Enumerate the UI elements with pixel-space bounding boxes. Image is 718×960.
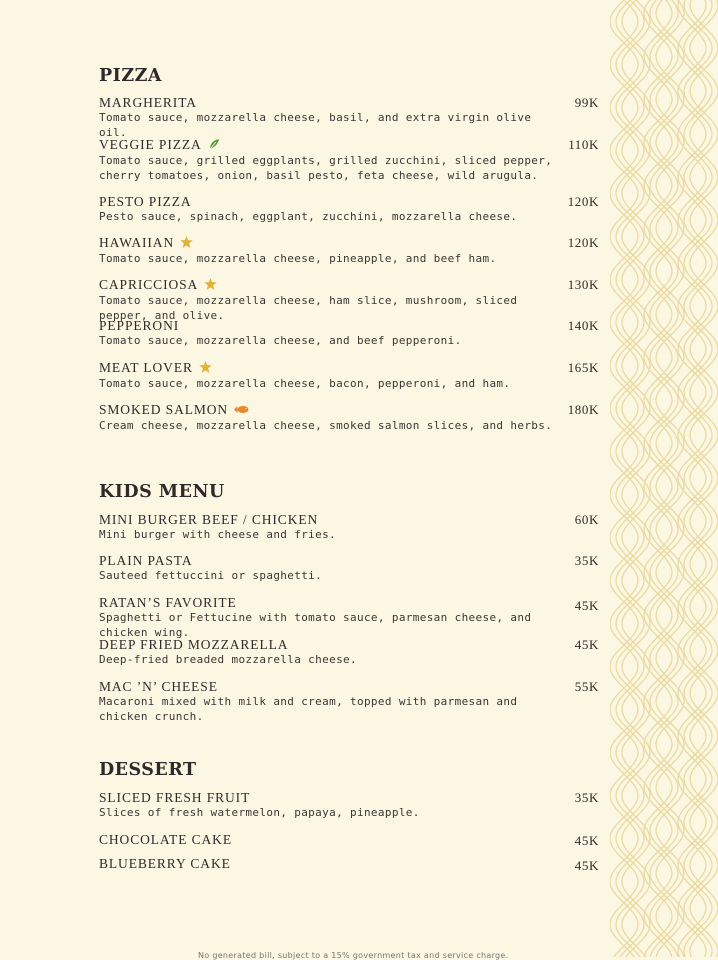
menu-item-blueberry-cake [99,856,599,871]
menu-item-mini-burger [99,512,599,542]
item-name: CHOCOLATE CAKE [99,832,232,847]
decorative-wave-pattern [610,0,718,957]
star-icon [199,361,212,376]
item-name: BLUEBERRY CAKE [99,856,231,871]
item-description: Cream cheese, mozzarella cheese, smoked salmon slices, and herbs. [99,419,553,432]
item-name: PEPPERONI [99,318,180,333]
fish-icon [234,403,249,418]
tax-footnote: No generated bill, subject to a 15% government tax and service charge. [198,951,509,960]
item-description: Sauteed fettuccini or spaghetti. [99,569,323,582]
item-name: CAPRICCIOSA [99,277,199,292]
item-price: 45K [574,833,599,848]
item-description: Deep-fried breaded mozzarella cheese. [99,653,357,666]
item-price: 130K [567,277,599,292]
item-description: Mini burger with cheese and fries. [99,528,337,541]
menu-item-chocolate-cake [99,832,599,847]
item-price: 180K [567,402,599,417]
menu-item-pepperoni [99,318,599,348]
item-price: 35K [574,553,599,568]
menu-item-margherita [99,95,599,140]
item-name: RATAN’S FAVORITE [99,595,237,610]
item-name: MEAT LOVER [99,360,193,375]
menu-item-mac-n-cheese [99,679,599,724]
item-name: MARGHERITA [99,95,197,110]
menu-item-hawaiian [99,235,599,266]
item-price: 55K [574,679,599,694]
item-description: Tomato sauce, mozzarella cheese, pineapple, and beef ham. [99,252,497,265]
item-price: 140K [567,318,599,333]
item-name: MINI BURGER BEEF / CHICKEN [99,512,319,527]
star-icon [204,278,217,293]
item-price: 99K [574,95,599,110]
item-description: Tomato sauce, grilled eggplants, grilled zucchini, sliced pepper, cherry tomatoes, onion, basil pesto, feta cheese, wild arugula. [99,154,553,182]
menu-item-veggie-pizza [99,137,599,183]
item-price: 120K [567,194,599,209]
item-description: Macaroni mixed with milk and cream, topped with parmesan and chicken crunch. [99,695,518,723]
item-price: 45K [574,637,599,652]
menu-item-deep-fried-mozzarella [99,637,599,667]
item-description: Tomato sauce, mozzarella cheese, ham slice, mushroom, sliced pepper, and olive. [99,294,518,322]
section-title-pizza: PIZZA [99,66,162,86]
item-name: DEEP FRIED MOZZARELLA [99,637,289,652]
item-description: Slices of fresh watermelon, papaya, pineapple. [99,806,420,819]
item-description: Tomato sauce, mozzarella cheese, basil, and extra virgin olive oil. [99,111,532,139]
item-description: Tomato sauce, mozzarella cheese, and beef pepperoni. [99,334,462,347]
item-name: SMOKED SALMON [99,402,229,417]
item-name: PLAIN PASTA [99,553,193,568]
section-title-dessert: DESSERT [99,760,197,780]
menu-item-pesto-pizza [99,194,599,224]
item-name: VEGGIE PIZZA [99,137,202,152]
item-name: PESTO PIZZA [99,194,192,209]
item-price: 45K [574,858,599,873]
wave-strand [684,0,712,957]
item-price: 120K [567,235,599,250]
item-description: Pesto sauce, spinach, eggplant, zucchini, mozzarella cheese. [99,210,518,223]
section-title-kids-menu: KIDS MENU [99,482,225,502]
menu-item-meat-lover [99,360,599,391]
menu-item-sliced-fresh-fruit [99,790,599,820]
item-name: SLICED FRESH FRUIT [99,790,251,805]
wave-strand [684,0,712,957]
item-price: 35K [574,790,599,805]
menu-item-plain-pasta [99,553,599,583]
item-price: 165K [567,360,599,375]
star-icon [180,236,193,251]
item-price: 110K [568,137,599,152]
item-price: 45K [574,598,599,613]
item-description: Tomato sauce, mozzarella cheese, bacon, pepperoni, and ham. [99,377,511,390]
item-name: MAC ’N’ CHEESE [99,679,218,694]
menu-item-capricciosa [99,277,599,323]
item-name: HAWAIIAN [99,235,175,250]
menu-item-ratans-favorite [99,595,599,640]
item-description: Spaghetti or Fettucine with tomato sauce, parmesan cheese, and chicken wing. [99,611,532,639]
item-price: 60K [574,512,599,527]
menu-item-smoked-salmon [99,402,599,433]
leaf-icon [208,138,220,153]
